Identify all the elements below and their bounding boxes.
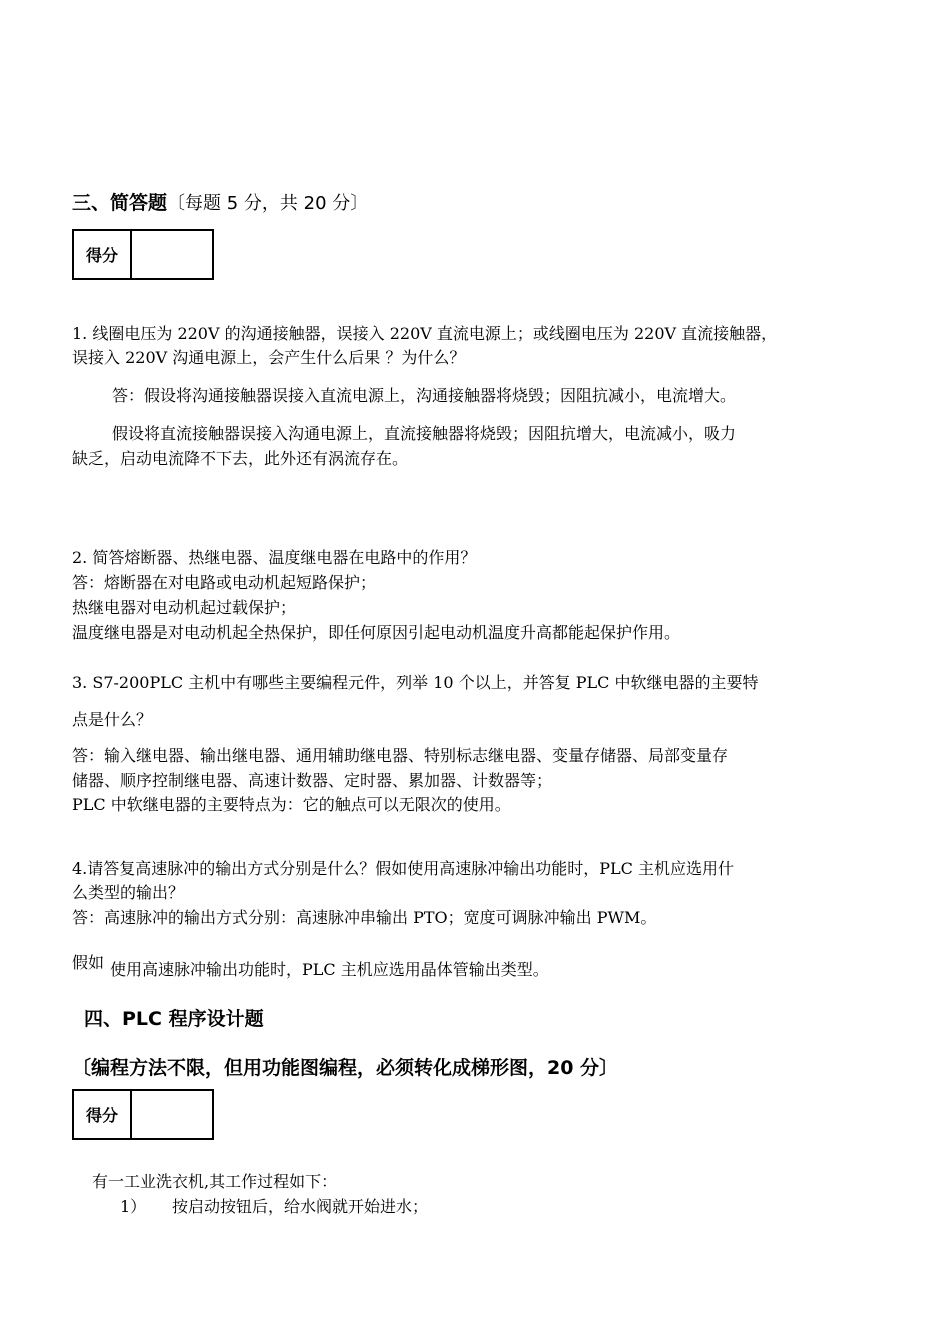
- q2-question: 2. 简答熔断器、热继电器、温度继电器在电路中的作用？: [72, 548, 477, 567]
- q4-answer-line-2: 使用高速脉冲输出功能时，PLC 主机应选用晶体管输出类型。: [110, 960, 549, 979]
- score-label: 得分: [74, 1091, 132, 1138]
- section-3-note: 〔每题 5 分，共 20 分〕: [167, 193, 369, 214]
- q4-answer-line-1: 答：高速脉冲的输出方式分别：高速脉冲串输出 PTO；宽度可调脉冲输出 PWM。: [72, 908, 657, 927]
- score-box-section-4: [72, 1089, 214, 1140]
- score-value-field[interactable]: [132, 231, 212, 278]
- q3-answer-line-3: PLC 中软继电器的主要特点为：它的触点可以无限次的使用。: [72, 795, 511, 814]
- section-4-note: 〔编程方法不限，但用功能图编程，必须转化成梯形图，20 分〕: [72, 1057, 619, 1079]
- q1-question-line-2: 误接入 220V 沟通电源上，会产生什么后果 ？为什么？: [72, 348, 466, 367]
- q2-answer-line-2: 热继电器对电动机起过载保护；: [72, 598, 297, 617]
- q4-question-line-2: 么类型的输出？: [72, 883, 185, 902]
- q1-answer-line-3: 缺乏，启动电流降不下去，此外还有涡流存在。: [72, 449, 409, 468]
- q3-answer-line-1: 答：输入继电器、输出继电器、通用辅助继电器、特别标志继电器、变量存储器、局部变量存: [72, 746, 729, 765]
- q1-answer-line-2: 假设将直流接触器误接入沟通电源上，直流接触器将烧毁；因阻抗增大，电流减小，吸力: [112, 424, 737, 443]
- q1-question-line-1: 1. 线圈电压为 220V 的沟通接触器，误接入 220V 直流电源上；或线圈电压为 220V 直流接触器，: [72, 324, 778, 343]
- score-label: 得分: [74, 231, 132, 278]
- section-3-heading: [72, 188, 368, 215]
- section-4-intro: 有一工业洗衣机,其工作过程如下：: [92, 1172, 338, 1191]
- section-4-title: 四、PLC 程序设计题: [84, 1008, 264, 1030]
- q2-answer-line-3: 温度继电器是对电动机起全热保护，即任何原因引起电动机温度升高都能起保护作用。: [72, 623, 681, 642]
- q3-question-line-1: 3. S7-200PLC 主机中有哪些主要编程元件，列举 10 个以上，并答复 PLC 中软继电器的主要特: [72, 673, 759, 692]
- step-1-number: 1）: [120, 1197, 147, 1216]
- q3-question-line-2: 点是什么？: [72, 710, 153, 729]
- q2-answer-line-1: 答：熔断器在对电路或电动机起短路保护；: [72, 573, 377, 592]
- step-1-text: 按启动按钮后，给水阀就开始进水；: [172, 1197, 429, 1216]
- q4-question-line-1: 4.请答复高速脉冲的输出方式分别是什么？假如使用高速脉冲输出功能时，PLC 主机应选用什: [72, 859, 734, 878]
- q1-answer-line-1: 答：假设将沟通接触器误接入直流电源上，沟通接触器将烧毁；因阻抗减小，电流增大。: [112, 386, 737, 405]
- score-value-field[interactable]: [132, 1091, 212, 1138]
- q4-answer-prefix: 假如: [72, 953, 105, 972]
- score-box-section-3: [72, 229, 214, 280]
- q3-answer-line-2: 储器、顺序控制继电器、高速计数器、定时器、累加器、计数器等；: [72, 771, 553, 790]
- section-3-title: 三、简答题: [72, 192, 168, 214]
